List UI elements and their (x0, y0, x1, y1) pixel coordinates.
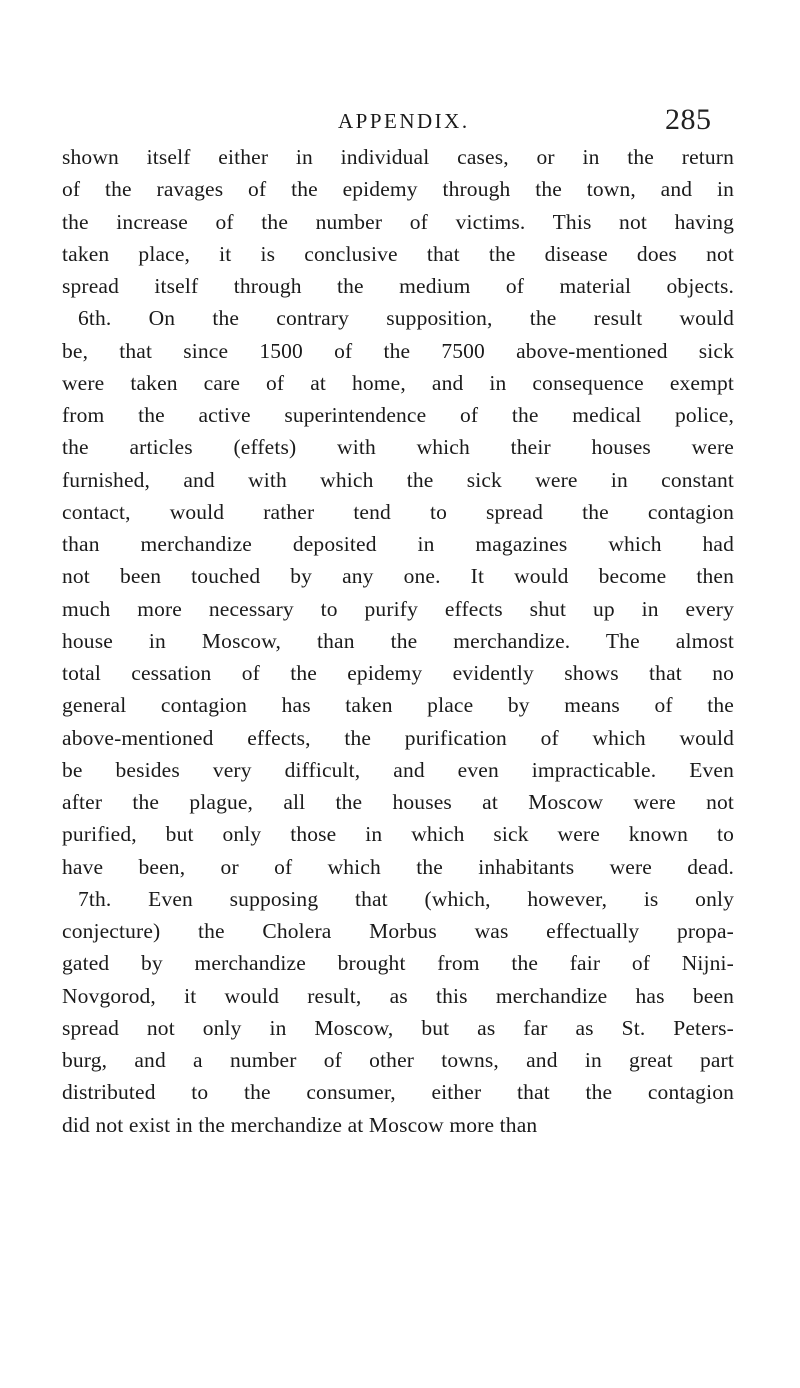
book-page: APPENDIX. 285 shown itself either in individual cases, or in the return of the ravages of the epidemy through the town, and in the increase of the number of victims. This not having taken place, it is conclusive that the disease does not spread itself through the medium of material objects. 6th. On the contrary supposition, the result would be, that since 1500 of the 7500 above-mentioned sick were taken care of at home, and in consequence exempt from the active superintendence of the medical police, the articles (effets) with which their houses were furnished, and with which the sick were in constant contact, would rather tend to spread the contagion than merchandize deposited in magazines which had not been touched by any one. It would become then much more necessary to purify effects shut up in every house in Moscow, than the merchandize. The almost total cessation of the epidemy evidently shows that no general contagion has taken place by means of the above-mentioned effects, the purification of which would be besides very difficult, and even impracticable. Even after the plague, all the houses at Moscow were not purified, but only those in which sick were known to have been, or of which the inhabitants were dead. 7th. Even supposing that (which, however, is only conjecture) the Cholera Morbus was effectually propa- gated by merchandize brought from the fair of Nijni- Novgorod, it would result, as this merchandize has been spread not only in Moscow, but as far as St. Peters- burg, and a number of other towns, and in great part distributed to the consumer, either that the contagion did not exist in the merchandize at Moscow more than (0, 0, 800, 1388)
running-head (0, 101, 800, 141)
page-number: 285 (665, 103, 712, 136)
text-line: 7th. Even supposing that (which, however, is only (78, 886, 734, 911)
running-title: APPENDIX. (338, 109, 470, 133)
text-line: 6th. On the contrary supposition, the result would (78, 306, 734, 331)
